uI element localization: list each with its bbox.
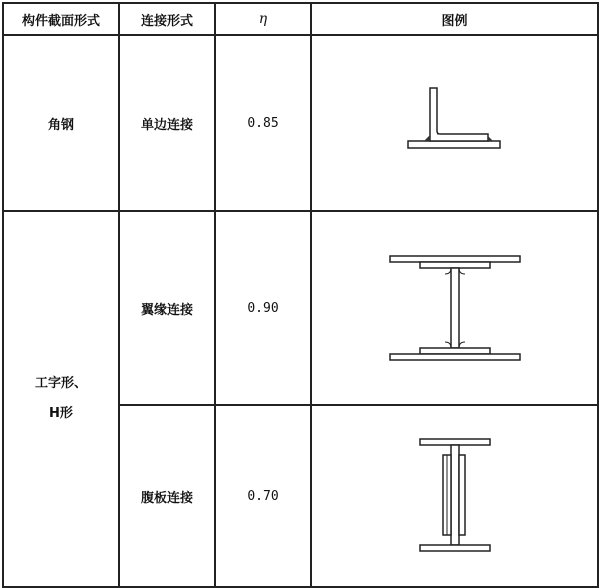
cell-eta: 0.85 bbox=[215, 35, 311, 211]
section-line1: 工字形、 bbox=[34, 376, 87, 391]
i-section-web-connection-figure bbox=[405, 431, 505, 561]
table-row bbox=[3, 35, 598, 211]
table-row bbox=[3, 211, 598, 405]
cell-connection: 腹板连接 bbox=[119, 405, 215, 587]
coefficient-table bbox=[2, 2, 599, 588]
angle-steel-single-leg-figure bbox=[400, 83, 510, 163]
header-figure: 图例 bbox=[311, 3, 598, 35]
cell-eta: 0.70 bbox=[215, 405, 311, 587]
cell-connection: 单边连接 bbox=[119, 35, 215, 211]
header-eta: η bbox=[215, 3, 311, 35]
cell-section: 角钢 bbox=[3, 35, 119, 211]
cell-section-merged bbox=[3, 211, 119, 587]
i-section-flange-connection-figure bbox=[385, 248, 525, 368]
cell-figure bbox=[311, 35, 598, 211]
cell-figure bbox=[311, 211, 598, 405]
cell-connection: 翼缘连接 bbox=[119, 211, 215, 405]
header-section: 构件截面形式 bbox=[3, 3, 119, 35]
header-row bbox=[3, 3, 598, 35]
section-line2: H形 bbox=[49, 406, 73, 421]
cell-eta: 0.90 bbox=[215, 211, 311, 405]
header-connection: 连接形式 bbox=[119, 3, 215, 35]
cell-figure bbox=[311, 405, 598, 587]
